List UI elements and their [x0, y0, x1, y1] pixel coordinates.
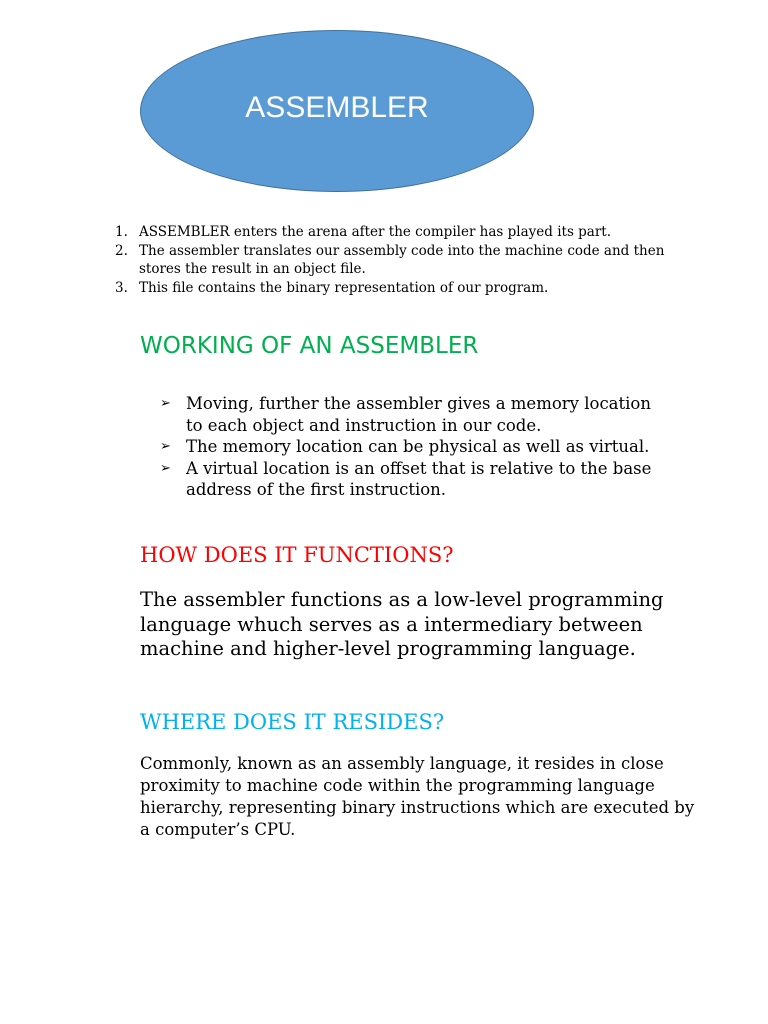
list-number: 3.	[115, 279, 128, 296]
list-item	[115, 279, 675, 298]
intro-numbered-list	[115, 223, 675, 297]
working-bullet-list	[160, 393, 660, 501]
list-item	[115, 223, 675, 242]
list-item-text: ASSEMBLER enters the arena after the compiler has played its part.	[139, 224, 612, 240]
arrow-bullet-icon: ➢	[160, 396, 171, 411]
list-number: 2.	[115, 242, 128, 259]
list-item	[160, 458, 660, 501]
list-item-text: This file contains the binary representation of our program.	[139, 279, 549, 296]
list-item	[160, 393, 660, 436]
where-paragraph: Commonly, known as an assembly language, it resides in close proximity to machine code within the programming language hierarchy, representing binary instructions which are executed by a computer’s CPU.	[140, 754, 695, 839]
list-number: 1.	[115, 224, 128, 240]
list-item-text: Moving, further the assembler gives a memory location to each object and instruction in our code.	[186, 394, 651, 435]
how-heading: HOW DOES IT FUNCTIONS?	[140, 543, 454, 567]
where-heading: WHERE DOES IT RESIDES?	[140, 710, 445, 734]
arrow-bullet-icon: ➢	[160, 439, 171, 454]
list-item-text: The memory location can be physical as well as virtual.	[186, 437, 650, 456]
list-item-text: A virtual location is an offset that is relative to the base address of the first instruction.	[186, 458, 652, 499]
list-item-text: The assembler translates our assembly code into the machine code and then stores the result in an object file.	[139, 242, 665, 277]
list-item	[115, 242, 675, 279]
how-paragraph: The assembler functions as a low-level programming language whuch serves as a intermediary between machine and higher-level programming language.	[140, 588, 664, 660]
arrow-bullet-icon: ➢	[160, 460, 171, 476]
working-heading: WORKING OF AN ASSEMBLER	[140, 333, 479, 359]
title-ellipse	[140, 30, 534, 192]
title-text: ASSEMBLER	[245, 91, 429, 124]
list-item	[160, 436, 660, 458]
